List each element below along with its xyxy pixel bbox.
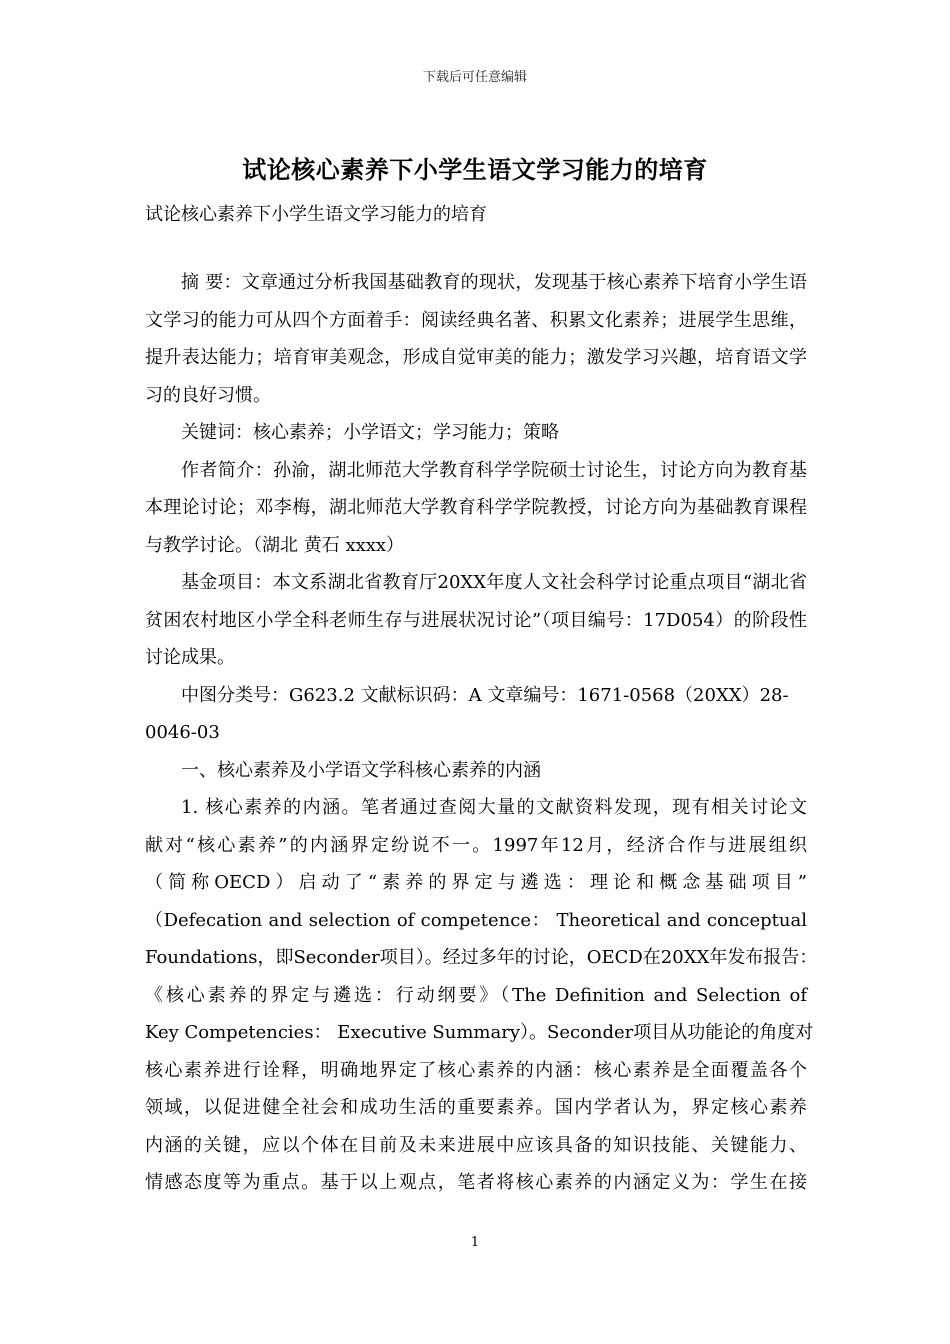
- paragraph-line: 1. 核心素养的内涵。笔者通过查阅大量的文献资料发现，现有相关讨论文: [181, 797, 807, 818]
- paragraph-line: （Defecation and selection of competence： Theoretical and conceptual: [145, 909, 807, 931]
- classification-line: 0046-03: [145, 722, 220, 743]
- document-body: [145, 264, 818, 1202]
- section-paragraph: [145, 789, 818, 1202]
- abstract-paragraph: 摘 要：文章通过分析我国基础教育的现状，发现基于核心素养下培育小学生语文学习的能力可从四个方面着手：阅读经典名著、积累文化素养；进展学生思维，提升表达能力；培育审美观念，形成自觉审美的能力；激发学习兴趣，培育语文学习的良好习惯。: [145, 272, 807, 406]
- paragraph-line: 内涵的关键，应以个体在目前及未来进展中应该具备的知识技能、关键能力、: [145, 1134, 807, 1156]
- paragraph-line: Foundations，即Seconder项目）。经过多年的讨论，OECD在20XX年发布报告：: [145, 947, 818, 968]
- paragraph-line: 献对“核心素养”的内涵界定纷说不一。1997年12月，经济合作与进展组织: [145, 834, 807, 856]
- paragraph-line: 《核心素养的界定与遴选：行动纲要》（The Definition and Selection of: [145, 984, 807, 1006]
- author-intro-paragraph: 作者简介：孙渝，湖北师范大学教育科学学院硕士讨论生，讨论方向为教育基本理论讨论；邓李梅，湖北师范大学教育科学学院教授，讨论方向为基础教育课程与教学讨论。（湖北 黄石 xxxx）: [145, 459, 807, 556]
- page-header-note: 下载后可任意编辑: [422, 70, 527, 85]
- funding-paragraph: 基金项目：本文系湖北省教育厅20XX年度人文社会科学讨论重点项目“湖北省贫困农村地区小学全科老师生存与进展状况讨论”（项目编号：17D054）的阶段性讨论成果。: [145, 572, 807, 668]
- document-title: 试论核心素养下小学生语文学习能力的培育: [242, 155, 708, 184]
- section-heading: 一、核心素养及小学语文学科核心素养的内涵: [181, 759, 541, 781]
- paragraph-line: 情感态度等为重点。基于以上观点，笔者将核心素养的内涵定义为：学生在接: [145, 1172, 807, 1193]
- classification-line: 中图分类号：G623.2 文献标识码：A 文章编号：1671-0568（20XX）28-: [181, 684, 789, 706]
- document-subtitle: 试论核心素养下小学生语文学习能力的培育: [145, 204, 487, 225]
- keywords-paragraph: 关键词：核心素养；小学语文；学习能力；策略: [181, 422, 559, 443]
- paragraph-line: Key Competencies： Executive Summary）。Seconder项目从功能论的角度对: [145, 1022, 814, 1043]
- paragraph-line: 核心素养进行诠释，明确地界定了核心素养的内涵：核心素养是全面覆盖各个: [145, 1059, 807, 1081]
- paragraph-line: 领域，以促进健全社会和成功生活的重要素养。国内学者认为，界定核心素养: [145, 1097, 807, 1118]
- classification-paragraph: [145, 677, 807, 752]
- page-number: 1: [470, 1235, 480, 1250]
- paragraph-line: （简称OECD）启动了“素养的界定与遴选：理论和概念基础项目”: [145, 872, 807, 893]
